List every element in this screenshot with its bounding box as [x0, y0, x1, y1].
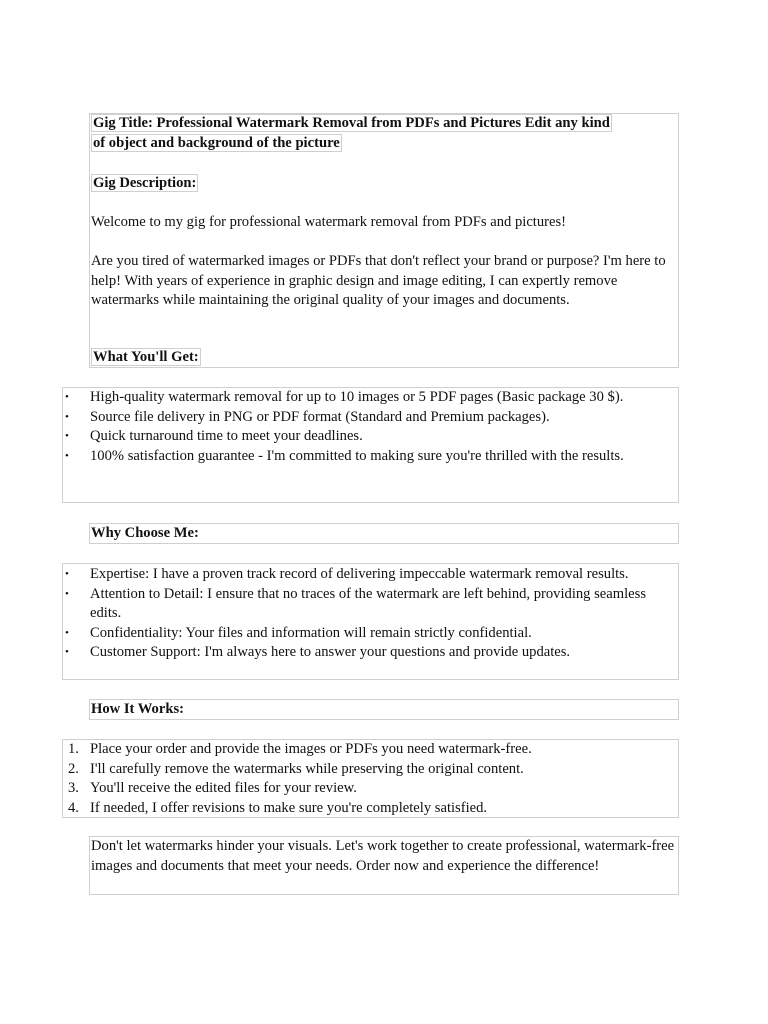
list-item: [65, 447, 668, 467]
gig-description-heading: [91, 174, 198, 194]
why-choose-me-heading-text: Why Choose Me:: [91, 525, 199, 541]
how-it-works-list: [68, 740, 668, 818]
what-youll-get-heading: [91, 348, 201, 368]
how-it-works-section: [62, 739, 679, 818]
list-item: [68, 760, 668, 780]
bullet-icon: •: [65, 587, 69, 600]
what-youll-get-heading-text: What You'll Get:: [93, 349, 199, 365]
list-item-text: Attention to Detail: I ensure that no traces of the watermark are left behind, providing seamless edits.: [90, 585, 647, 621]
list-item-text: I'll carefully remove the watermarks while preserving the original content.: [90, 760, 524, 777]
list-item-text: If needed, I offer revisions to make sure you're completely satisfied.: [90, 799, 488, 816]
bullet-icon: •: [65, 430, 69, 442]
list-item-text: Quick turnaround time to meet your deadlines.: [90, 428, 363, 444]
list-item: [65, 388, 668, 408]
bullet-icon: •: [65, 568, 69, 580]
why-choose-me-heading: [90, 524, 678, 544]
list-item-text: Source file delivery in PNG or PDF format (Standard and Premium packages).: [90, 408, 550, 425]
list-item-text: 100% satisfaction guarantee - I'm committed to making sure you're thrilled with the results.: [90, 447, 624, 464]
closing-paragraph: Don't let watermarks hinder your visuals. Let's work together to create professional, watermark-free images and documents that meet your needs. Order now and experience the difference!: [91, 838, 675, 874]
bullet-icon: •: [65, 626, 69, 639]
list-item: [68, 799, 668, 819]
list-item: [65, 565, 668, 585]
list-item-text: High-quality watermark removal for up to 10 images or 5 PDF pages (Basic package 30 $).: [90, 389, 624, 405]
bullet-icon: •: [65, 646, 69, 658]
list-item: [68, 740, 668, 760]
list-item: [65, 643, 668, 663]
list-number: 4.: [68, 799, 79, 816]
list-number: 2.: [68, 760, 79, 777]
list-item-text: You'll receive the edited files for your review.: [90, 780, 357, 796]
gig-title: [91, 114, 677, 153]
list-item-text: Expertise: I have a proven track record of delivering impeccable watermark removal results.: [90, 566, 629, 582]
list-item: [65, 624, 668, 644]
what-youll-get-section: [62, 387, 679, 503]
welcome-paragraph: Welcome to my gig for professional watermark removal from PDFs and pictures!: [91, 214, 567, 230]
list-item: [68, 779, 668, 799]
why-choose-me-list: [65, 565, 668, 663]
gig-description-heading-text: Gig Description:: [93, 175, 197, 191]
why-choose-me-section: [62, 563, 679, 680]
list-item-text: Customer Support: I'm always here to answer your questions and provide updates.: [90, 644, 571, 660]
closing-section: [89, 836, 679, 895]
what-youll-get-list: [65, 388, 668, 466]
why-choose-me-heading-box: [89, 523, 679, 544]
gig-title-line-1: Gig Title: Professional Watermark Removal from PDFs and Pictures Edit any kind: [93, 115, 610, 131]
bullet-icon: •: [65, 410, 69, 423]
pitch-paragraph: Are you tired of watermarked images or PDFs that don't reflect your brand or purpose? I'm here to help! With years of experience in graphic design and image editing, I can expertly remove watermarks while maintaining the original quality of your images and documents.: [91, 253, 666, 308]
intro-section: [89, 113, 679, 368]
how-it-works-heading-box: [89, 699, 679, 720]
list-item: [65, 408, 668, 428]
list-item-text: Place your order and provide the images or PDFs you need watermark-free.: [90, 741, 532, 757]
gig-title-line-2: of object and background of the picture: [93, 134, 340, 151]
list-item: [65, 427, 668, 447]
list-number: 3.: [68, 780, 79, 796]
how-it-works-heading: [90, 700, 678, 720]
list-number: 1.: [68, 741, 79, 757]
bullet-icon: •: [65, 391, 69, 403]
list-item: [65, 585, 668, 624]
bullet-icon: •: [65, 449, 69, 462]
how-it-works-heading-text: How It Works:: [91, 701, 184, 717]
list-item-text: Confidentiality: Your files and information will remain strictly confidential.: [90, 624, 532, 641]
